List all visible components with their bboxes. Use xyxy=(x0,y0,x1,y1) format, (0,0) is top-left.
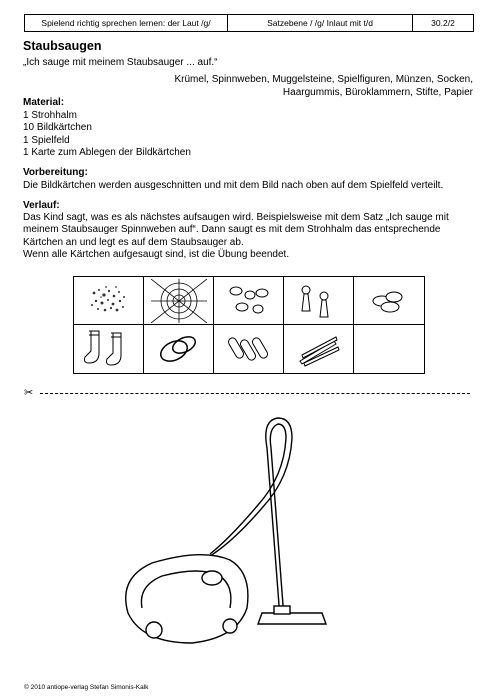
pencils-icon xyxy=(294,329,344,369)
card-paper[interactable] xyxy=(354,325,424,373)
card-crumbs[interactable] xyxy=(74,277,144,325)
material-item: 1 Karte zum Ablegen der Bildkärtchen xyxy=(23,146,191,158)
crumbs-icon xyxy=(84,281,134,321)
header-level: Satzebene / /g/ Inlaut mit t/d xyxy=(228,15,413,31)
word-list: Krümel, Spinnweben, Muggelsteine, Spielfiguren, Münzen, Socken, Haargummis, Büroklammern, Stifte, Papier xyxy=(174,74,473,98)
marbles-icon xyxy=(224,281,274,321)
card-hair-ties[interactable] xyxy=(144,325,214,373)
procedure-text xyxy=(23,212,449,261)
paperclips-icon xyxy=(224,329,274,369)
material-item: 10 Bildkärtchen xyxy=(23,122,92,134)
coins-icon xyxy=(364,281,414,321)
procedure-line: Das Kind sagt, was es als nächstes aufsaugen wird. Beispielsweise mit dem Satz „Ich sauge mit xyxy=(23,212,449,223)
vacuum-cleaner-illustration xyxy=(112,408,372,663)
card-marbles[interactable] xyxy=(214,277,284,325)
copyright-footer: © 2010 antiope-verlag Stefan Simonis-Kalk xyxy=(24,684,149,691)
header-series-title: Spielend richtig sprechen lernen: der Laut /g/ xyxy=(25,15,228,31)
material-item: 1 Strohhalm xyxy=(23,110,77,121)
card-socks[interactable] xyxy=(74,325,144,373)
preparation-text: Die Bildkärtchen werden ausgeschnitten und mit dem Bild nach oben auf dem Spielfeld verteilt. xyxy=(23,180,444,191)
preparation-heading: Vorbereitung: xyxy=(23,167,88,178)
cut-line xyxy=(24,387,470,399)
procedure-heading: Verlauf: xyxy=(23,200,60,211)
card-paperclips[interactable] xyxy=(214,325,284,373)
game-figures-icon xyxy=(294,281,344,321)
worksheet-header xyxy=(24,14,474,32)
card-pencils[interactable] xyxy=(284,325,354,373)
hair-ties-icon xyxy=(154,329,204,369)
card-game-figures[interactable] xyxy=(284,277,354,325)
procedure-line: meinem Staubsauger Spinnweben auf“. Dann saugt es mit dem Strohhalm das entsprechende xyxy=(23,224,441,236)
header-page-number: 30.2/2 xyxy=(431,18,455,28)
example-sentence: „Ich sauge mit meinem Staubsauger ... auf.“ xyxy=(23,57,218,68)
material-heading: Material: xyxy=(23,97,65,108)
material-list xyxy=(23,110,191,159)
dashed-line xyxy=(40,393,470,394)
card-coins[interactable] xyxy=(354,277,424,325)
card-spiderweb[interactable] xyxy=(144,277,214,325)
procedure-line: Wenn alle Kärtchen aufgesaugt sind, ist die Übung beendet. xyxy=(23,248,290,260)
page-title: Staubsaugen xyxy=(23,39,102,53)
scissors-icon: ✂ xyxy=(24,387,34,399)
picture-card-grid xyxy=(73,276,425,374)
socks-icon xyxy=(81,327,137,371)
spiderweb-icon xyxy=(151,279,207,323)
paper-icon xyxy=(369,329,409,369)
material-item: 1 Spielfeld xyxy=(23,134,70,146)
procedure-line: Kärtchen an und legt es auf dem Staubsauger ab. xyxy=(23,236,244,248)
